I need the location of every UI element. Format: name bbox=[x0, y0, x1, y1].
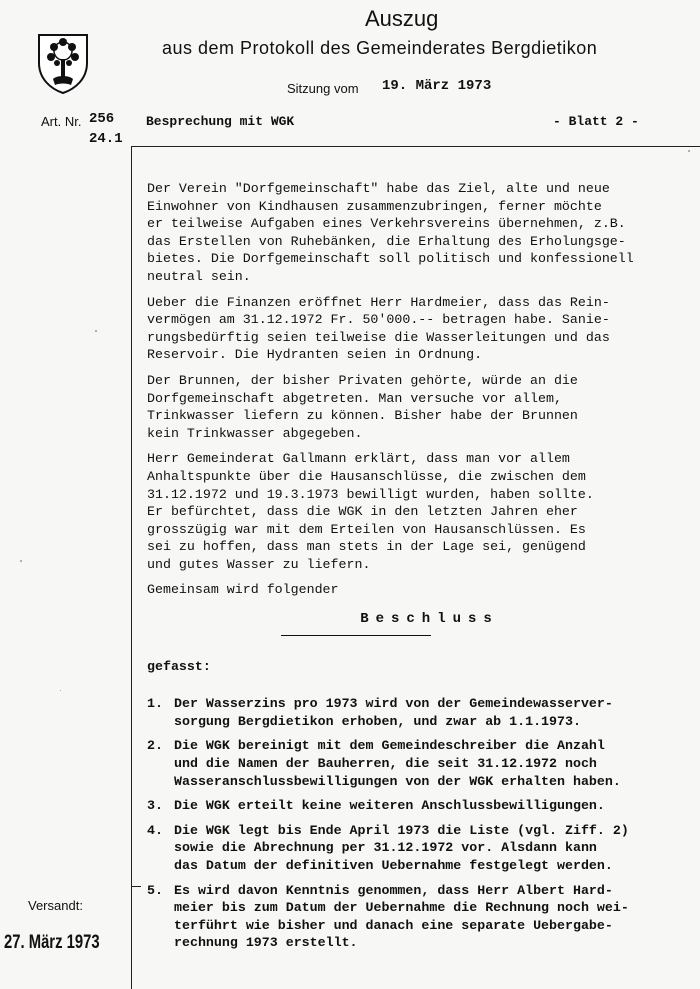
session-label: Sitzung vom bbox=[287, 81, 359, 96]
article-subnumber: 24.1 bbox=[89, 131, 123, 147]
resolution-list bbox=[147, 695, 692, 952]
list-item-text: Es wird davon Kenntnis genommen, dass Herr Albert Hard- meier bis zum Datum der Uebernahme die Rechnung noch wei- terführt wie bisher und danach eine separate Uebergabe- rechnung 1973 erstellt. bbox=[174, 882, 629, 951]
paragraph: Gemeinsam wird folgender bbox=[147, 582, 339, 598]
document-body bbox=[147, 180, 692, 959]
article-number: 256 bbox=[89, 111, 115, 127]
list-item bbox=[147, 737, 692, 790]
document-title: Auszug bbox=[365, 6, 439, 31]
resolution-intro: gefasst: bbox=[147, 658, 211, 674]
list-item-text: Der Wasserzins pro 1973 wird von der Gemeindewasserver- sorgung Bergdietikon erhoben, und zwar ab 1.1.1973. bbox=[174, 696, 613, 729]
resolution-heading: Beschluss bbox=[360, 611, 499, 628]
scan-speck bbox=[95, 330, 97, 332]
sent-label: Versandt: bbox=[28, 898, 83, 913]
list-item bbox=[147, 695, 692, 730]
article-number-label: Art. Nr. bbox=[41, 114, 82, 129]
list-item-number: 5. bbox=[147, 882, 163, 898]
page-reference: - Blatt 2 - bbox=[553, 114, 639, 129]
margin-tick bbox=[131, 886, 141, 887]
coat-of-arms-icon bbox=[37, 33, 89, 95]
header-divider bbox=[131, 146, 700, 147]
paragraph: Herr Gemeinderat Gallmann erklärt, dass man vor allem Anhaltspunkte über die Hausanschlüsse, die zwischen dem 31.12.1972 und 19.3.1973 bewilligt wurden, haben sollte. Er befürchtet, dass die WGK in den letzten Jahren eher grosszügig war mit dem Erteilen von Hausanschlüssen. Es sei zu hoffen, dass man stets in der Lage sei, genügend und gutes Wasser zu liefern. bbox=[147, 451, 594, 572]
scan-speck bbox=[60, 690, 61, 691]
list-item-number: 3. bbox=[147, 798, 163, 814]
list-item-text: Die WGK erteilt keine weiteren Anschlussbewilligungen. bbox=[174, 798, 605, 814]
list-item-number: 4. bbox=[147, 822, 163, 838]
sent-date-stamp: 27. März 1973 bbox=[4, 932, 100, 953]
list-item-number: 1. bbox=[147, 696, 163, 712]
resolution-heading-underline bbox=[281, 635, 431, 636]
paragraph: Ueber die Finanzen eröffnet Herr Hardmeier, dass das Rein- vermögen am 31.12.1972 Fr. 50'000.-- betragen habe. Sanie- rungsbedürftig seien teilweise die Wasserleitungen und das Reservoir. Die Hydranten seien in Ordnung. bbox=[147, 294, 610, 363]
scan-speck bbox=[20, 560, 22, 562]
list-item-number: 2. bbox=[147, 738, 163, 754]
paragraph: Der Verein "Dorfgemeinschaft" habe das Ziel, alte und neue Einwohner von Kindhausen zusammenzubringen, ferner möchte er teilweise Aufgaben eines Verkehrsvereins übernehmen, z.B. das Erstellen von Ruhebänken, die Erhaltung des Erholungsge- bietes. Die Dorfgemeinschaft soll politisch und konfessionell neutral sein. bbox=[147, 181, 634, 284]
scan-speck bbox=[688, 150, 690, 152]
margin-divider bbox=[131, 146, 132, 989]
list-item-text: Die WGK bereinigt mit dem Gemeindeschreiber die Anzahl und die Namen der Bauherren, die seit 31.12.1972 noch Wasseranschlussbewilligungen von der WGK erhalten haben. bbox=[174, 738, 621, 789]
list-item bbox=[147, 822, 692, 875]
list-item-text: Die WGK legt bis Ende April 1973 die Liste (vgl. Ziff. 2) sowie die Abrechnung per 31.12.1972 vor. Alsdann kann das Datum der definitiven Uebernahme festgelegt werden. bbox=[174, 822, 629, 873]
document-subtitle: aus dem Protokoll des Gemeinderates Bergdietikon bbox=[162, 38, 598, 58]
list-item bbox=[147, 797, 692, 815]
paragraph: Der Brunnen, der bisher Privaten gehörte, würde an die Dorfgemeinschaft abgetreten. Man versuche vor allem, Trinkwasser liefern zu können. Bisher habe der Brunnen kein Trinkwasser abgegeben. bbox=[147, 372, 578, 441]
subject-line: Besprechung mit WGK bbox=[146, 114, 295, 129]
session-date: 19. März 1973 bbox=[382, 78, 492, 94]
list-item bbox=[147, 882, 692, 952]
